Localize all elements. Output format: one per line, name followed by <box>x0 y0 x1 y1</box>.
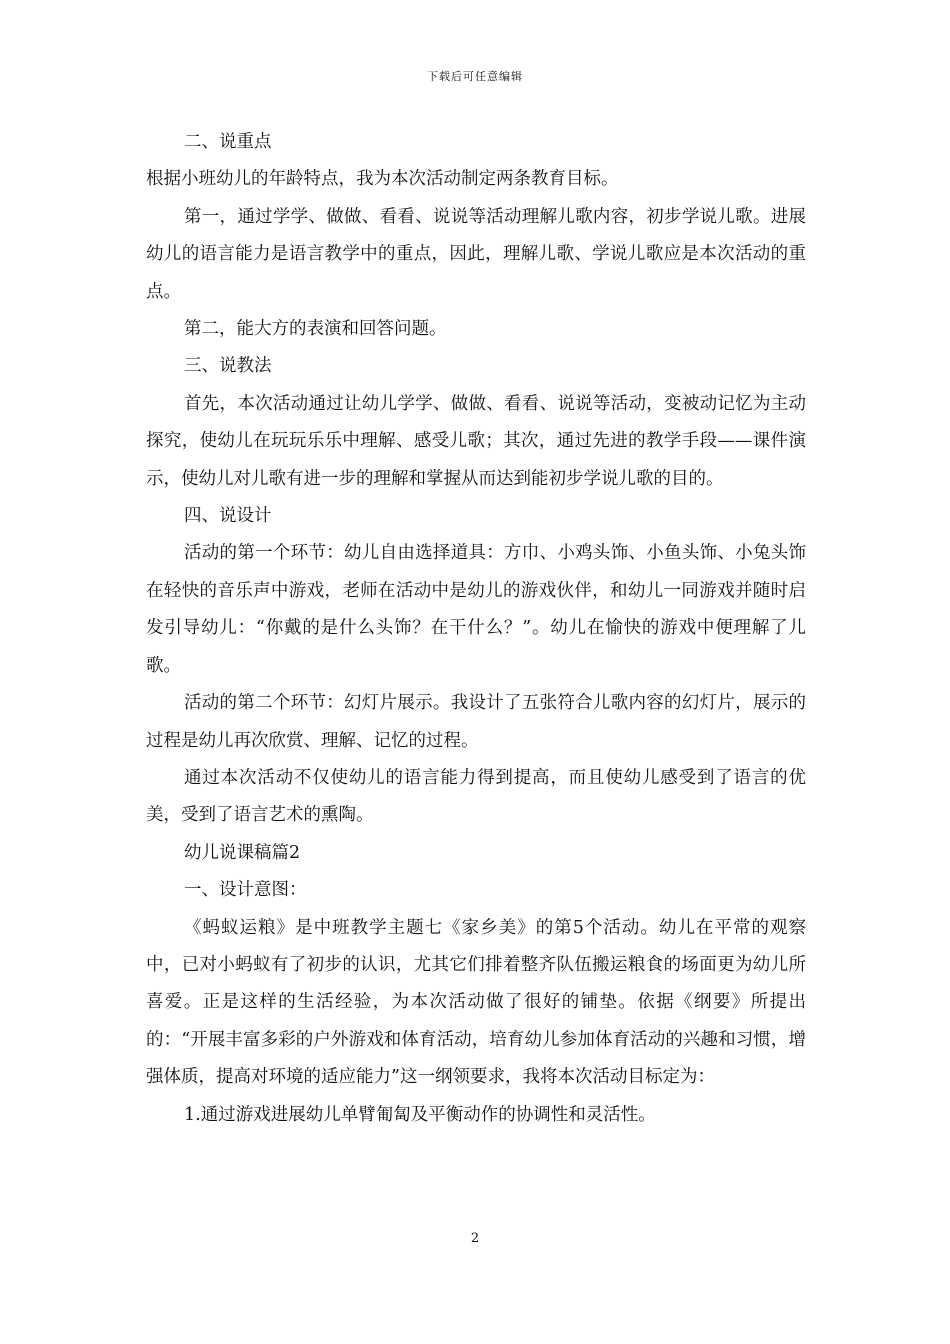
section-heading: 一、设计意图： <box>184 880 307 901</box>
document-body <box>146 124 806 1134</box>
paragraph: 《蚂蚁运粮》是中班教学主题七《家乡美》的第5个活动。幼儿在平常的观察中，已对小蚂蚁有了初步的认识，尤其它们排着整齐队伍搬运粮食的场面更为幼儿所喜爱。正是这样的生活经验，为本次活动做了很好的铺垫。依据《纲要》所提出的：“开展丰富多彩的户外游戏和体育活动，培育幼儿参加体育活动的兴趣和习惯，增强体质，提高对环境的适应能力”这一纲领要求，我将本次活动目标定为： <box>146 917 806 1088</box>
page-number: 2 <box>470 1231 480 1246</box>
paragraph: 第二，能大方的表演和回答问题。 <box>184 319 447 340</box>
list-item: 1.通过游戏进展幼儿单臂匍匐及平衡动作的协调性和灵活性。 <box>184 1104 656 1125</box>
page-header: 下载后可任意编辑 <box>427 70 523 83</box>
paragraph: 通过本次活动不仅使幼儿的语言能力得到提高，而且使幼儿感受到了语言的优美，受到了语言艺术的熏陶。 <box>146 767 806 826</box>
paragraph: 根据小班幼儿的年龄特点，我为本次活动制定两条教育目标。 <box>146 169 619 190</box>
section-heading: 二、说重点 <box>184 132 272 152</box>
article-title: 幼儿说课稿篇2 <box>184 842 301 863</box>
paragraph: 活动的第一个环节：幼儿自由选择道具：方巾、小鸡头饰、小鱼头饰、小兔头饰在轻快的音乐声中游戏，老师在活动中是幼儿的游戏伙伴，和幼儿一同游戏并随时启发引导幼儿：“你戴的是什么头饰？在干什么？”。幼儿在愉快的游戏中便理解了儿歌。 <box>146 543 806 676</box>
paragraph: 活动的第二个环节：幻灯片展示。我设计了五张符合儿歌内容的幻灯片，展示的过程是幼儿再次欣赏、理解、记忆的过程。 <box>146 693 806 751</box>
section-heading: 三、说教法 <box>184 356 272 377</box>
section-heading: 四、说设计 <box>184 506 272 527</box>
paragraph: 首先，本次活动通过让幼儿学学、做做、看看、说说等活动，变被动记忆为主动探究，使幼儿在玩玩乐乐中理解、感受儿歌；其次，通过先进的教学手段——课件演示，使幼儿对儿歌有进一步的理解和掌握从而达到能初步学说儿歌的目的。 <box>146 393 806 489</box>
paragraph: 第一，通过学学、做做、看看、说说等活动理解儿歌内容，初步学说儿歌。进展幼儿的语言能力是语言教学中的重点，因此，理解儿歌、学说儿歌应是本次活动的重点。 <box>146 206 806 302</box>
